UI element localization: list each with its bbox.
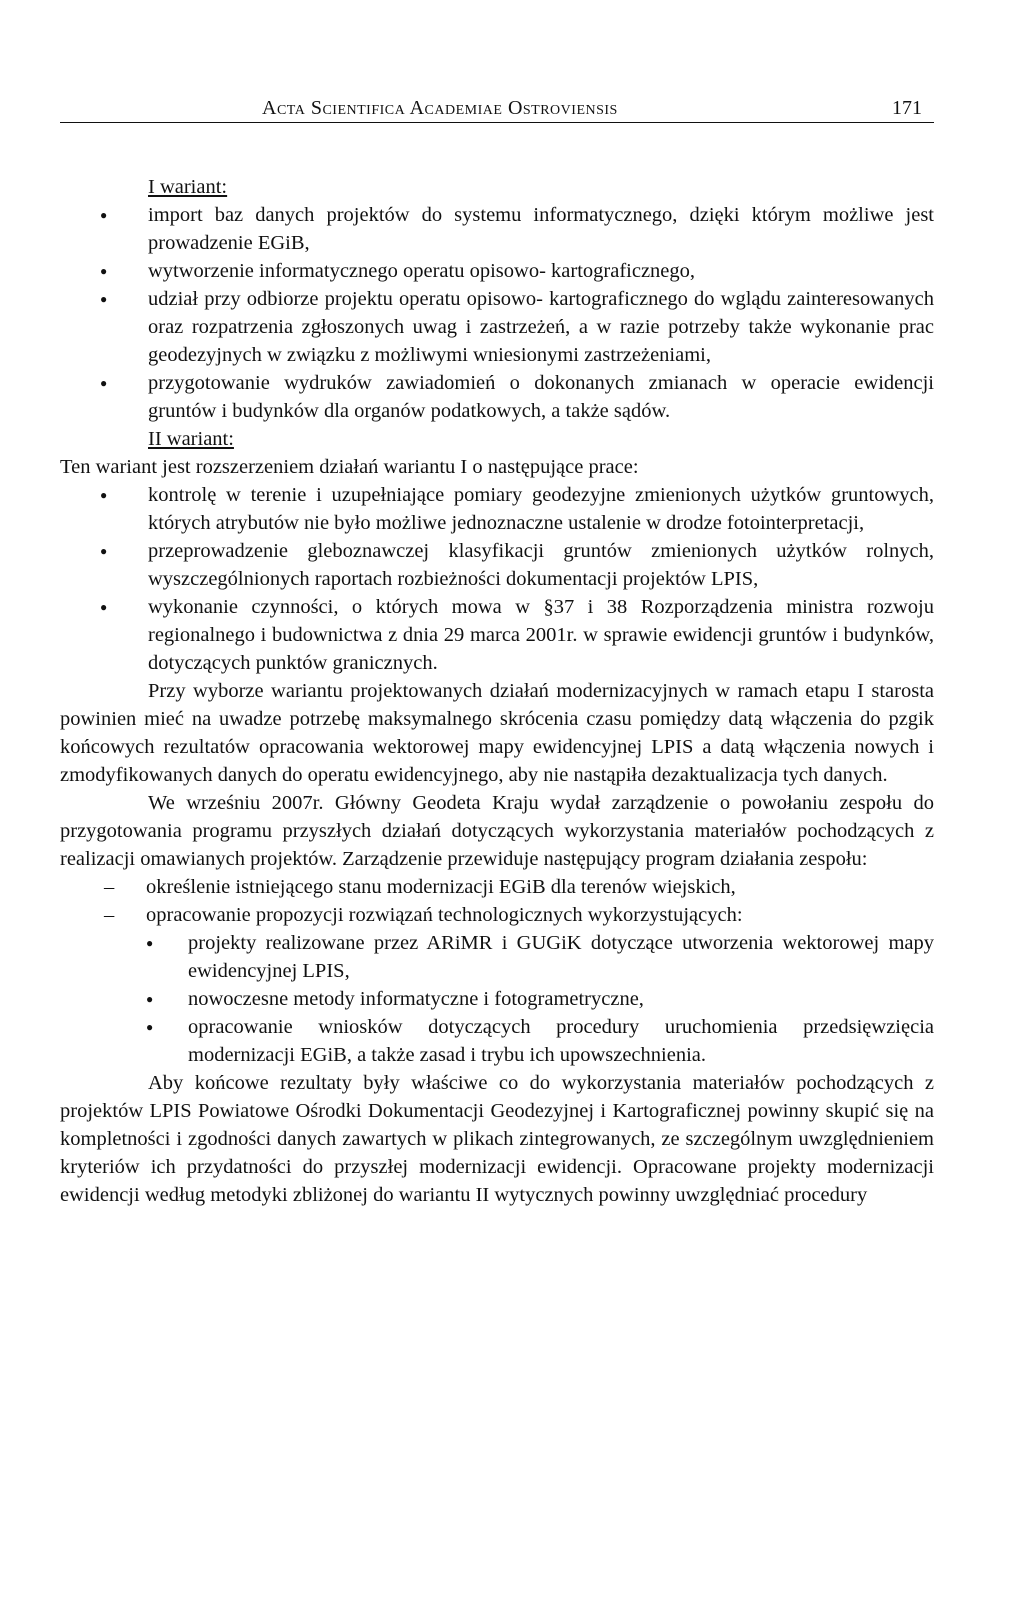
variant2-heading-text: II wariant: xyxy=(148,428,234,450)
paragraph-variant-choice: Przy wyborze wariantu projektowanych działań modernizacyjnych w ramach etapu I starosta powinien mieć na uwadze potrzebę maksymalnego skrócenia czasu pomiędzy datą włączenia do pzgik końcowych rezultatów opracowania wektorowej mapy ewidencyjnej LPIS a datą włączenia nowych i zmodyfikowanych danych do operatu ewidencyjnego, aby nie nastąpiła dezaktualizacja tych danych. xyxy=(60,680,934,786)
paragraph-final-results: Aby końcowe rezultaty były właściwe co do wykorzystania materiałów pochodzących z projektów LPIS Powiatowe Ośrodki Dokumentacji Geodezyjnej i Kartograficznej powinny skupić się na kompletności i zgodności danych zawartych w plikach zintegrowanych, ze szczególnym uwzględnieniem kryteriów ich przydatności do przyszłej modernizacji ewidencji. Opracowane projekty modernizacji ewidencji według metodyki zbliżonej do wariantu II wytycznych powinny uwzględniać procedury xyxy=(60,1072,934,1206)
journal-title: Acta Scientifica Academiae Ostroviensis xyxy=(262,97,618,119)
running-header xyxy=(60,96,934,123)
program-dash-item: – opracowanie propozycji rozwiązań technologicznych wykorzystujących: xyxy=(60,901,934,929)
program-sub-item: ● nowoczesne metody informatyczne i fotogrametryczne, xyxy=(60,985,934,1013)
variant1-item: ● wytworzenie informatycznego operatu opisowo- kartograficznego, xyxy=(60,257,934,285)
program-sub-list xyxy=(60,929,934,1069)
variant1-heading xyxy=(148,173,934,201)
page xyxy=(60,96,934,1209)
page-number: 171 xyxy=(892,97,922,119)
program-dash-item: – określenie istniejącego stanu modernizacji EGiB dla terenów wiejskich, xyxy=(60,873,934,901)
program-sub-item: ● projekty realizowane przez ARiMR i GUGiK dotyczące utworzenia wektorowej mapy ewidencyjnej LPIS, xyxy=(60,929,934,985)
variant1-item: ● udział przy odbiorze projektu operatu opisowo- kartograficznego do wglądu zainteresowanych oraz rozpatrzenia zgłoszonych uwag i zastrzeżeń, a w razie potrzeby także wykonanie prac geodezyjnych w związku z możliwymi wniesionymi zastrzeżeniami, xyxy=(60,285,934,369)
variant2-item: ● kontrolę w terenie i uzupełniające pomiary geodezyjne zmienionych użytków gruntowych, których atrybutów nie było możliwe jednoznaczne ustalenie w drodze fotointerpretacji, xyxy=(60,481,934,537)
variant2-item: ● przeprowadzenie gleboznawczej klasyfikacji gruntów zmienionych użytków rolnych, wyszczególnionych raportach rozbieżności dokumentacji projektów LPIS, xyxy=(60,537,934,593)
variant2-item: ● wykonanie czynności, o których mowa w §37 i 38 Rozporządzenia ministra rozwoju regionalnego i budownictwa z dnia 29 marca 2001r. w sprawie ewidencji gruntów i budynków, dotyczących punktów granicznych. xyxy=(60,593,934,677)
variant1-item: ● przygotowanie wydruków zawiadomień o dokonanych zmianach w operacie ewidencji gruntów i budynków dla organów podatkowych, a także sądów. xyxy=(60,369,934,425)
variant2-heading xyxy=(148,425,934,453)
variant2-list xyxy=(60,481,934,677)
variant2-intro: Ten wariant jest rozszerzeniem działań wariantu I o następujące prace: xyxy=(60,456,639,478)
variant1-list xyxy=(60,201,934,425)
program-sub-item: ● opracowanie wniosków dotyczących procedury uruchomienia przedsięwzięcia modernizacji EGiB, a także zasad i trybu ich upowszechnienia. xyxy=(60,1013,934,1069)
paragraph-team-appointment: We wrześniu 2007r. Główny Geodeta Kraju wydał zarządzenie o powołaniu zespołu do przygotowania programu przyszłych działań dotyczących wykorzystania materiałów pochodzących z realizacji omawianych projektów. Zarządzenie przewiduje następujący program działania zespołu: xyxy=(60,792,934,870)
program-list xyxy=(60,873,934,929)
variant1-item: ● import baz danych projektów do systemu informatycznego, dzięki którym możliwe jest prowadzenie EGiB, xyxy=(60,201,934,257)
variant1-heading-text: I wariant: xyxy=(148,176,228,198)
